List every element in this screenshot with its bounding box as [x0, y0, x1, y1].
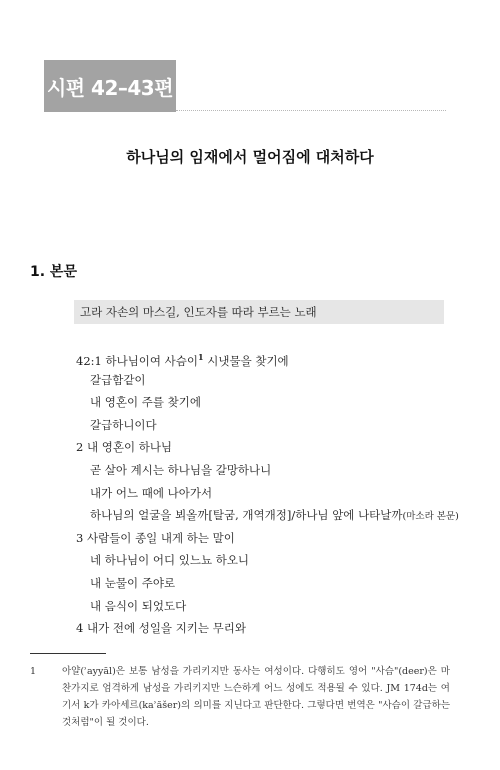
footnote-marker: 1 — [198, 352, 204, 362]
footnote-number: 1 — [30, 666, 37, 677]
psalm-superscription: 고라 자손의 마스길, 인도자를 따라 부르는 노래 — [74, 300, 444, 324]
footnote-text: 아얄(ʾayyāl)은 보통 남성을 가리키지만 동사는 여성이다. 다행히도 영어 "사슴"(deer)은 마찬가지로 엄격하게 남성을 가리키지만 느슨하게 어느 성에도 적용될 수 있다. JM 174d는 여기서 k가 카아세르(kaʾăšer)의 의미를 지닌다고 판단한다. 그렇다면 번역은 "사슴이 갈급하는 것처럼"이 될 것이다. — [62, 666, 450, 728]
psalm-line-text: 네 하나님이 어디 있느뇨 하오니 — [90, 553, 250, 568]
psalm-line — [76, 617, 466, 640]
psalm-line — [76, 346, 466, 369]
psalm-line — [76, 595, 466, 618]
psalm-line — [76, 369, 466, 392]
psalm-line-text: 곧 살아 계시는 하나님을 갈망하나니 — [90, 462, 272, 477]
psalm-line — [76, 572, 466, 595]
psalm-line-text: 내 영혼이 주를 찾기에 — [90, 395, 201, 410]
chapter-title: 하나님의 임재에서 멀어짐에 대처하다 — [126, 148, 374, 166]
chapter-header-band — [44, 60, 176, 112]
psalm-line — [76, 549, 466, 572]
section-heading: 1. 본문 — [30, 264, 77, 280]
header-divider — [176, 110, 446, 111]
psalm-line-text: 42:1 하나님이여 사슴이 — [76, 353, 199, 368]
source-note: (마소라 본문) — [402, 511, 459, 523]
psalm-line — [76, 459, 466, 482]
psalm-text — [76, 346, 466, 640]
psalm-line — [76, 504, 466, 527]
footnote-divider — [30, 653, 106, 654]
psalm-line — [76, 482, 466, 505]
psalm-line — [76, 436, 466, 459]
psalm-line-text: 내 음식이 되었도다 — [90, 598, 187, 613]
psalm-line — [76, 391, 466, 414]
psalm-line-text: 4 내가 전에 성일을 지키는 무리와 — [76, 621, 247, 636]
psalm-line-text: 2 내 영혼이 하나님 — [76, 440, 173, 455]
psalm-line — [76, 414, 466, 437]
psalm-line-text: 내가 어느 때에 나아가서 — [90, 485, 213, 500]
psalm-line-text: 하나님의 얼굴을 뵈올까[탈굼, 개역개정]/하나님 앞에 나타날까 — [90, 508, 403, 523]
psalm-line-text: 갈급함같이 — [90, 372, 146, 387]
psalm-line-text: 3 사람들이 종일 내게 하는 말이 — [76, 530, 235, 545]
psalm-line — [76, 527, 466, 550]
psalm-line-text: 내 눈물이 주야로 — [90, 575, 176, 590]
psalm-line-text-continued: 시냇물을 찾기에 — [203, 353, 289, 368]
psalm-line-text: 갈급하니이다 — [90, 417, 157, 432]
footnote — [30, 663, 450, 731]
chapter-header-label: 시편 42–43편 — [46, 75, 174, 100]
